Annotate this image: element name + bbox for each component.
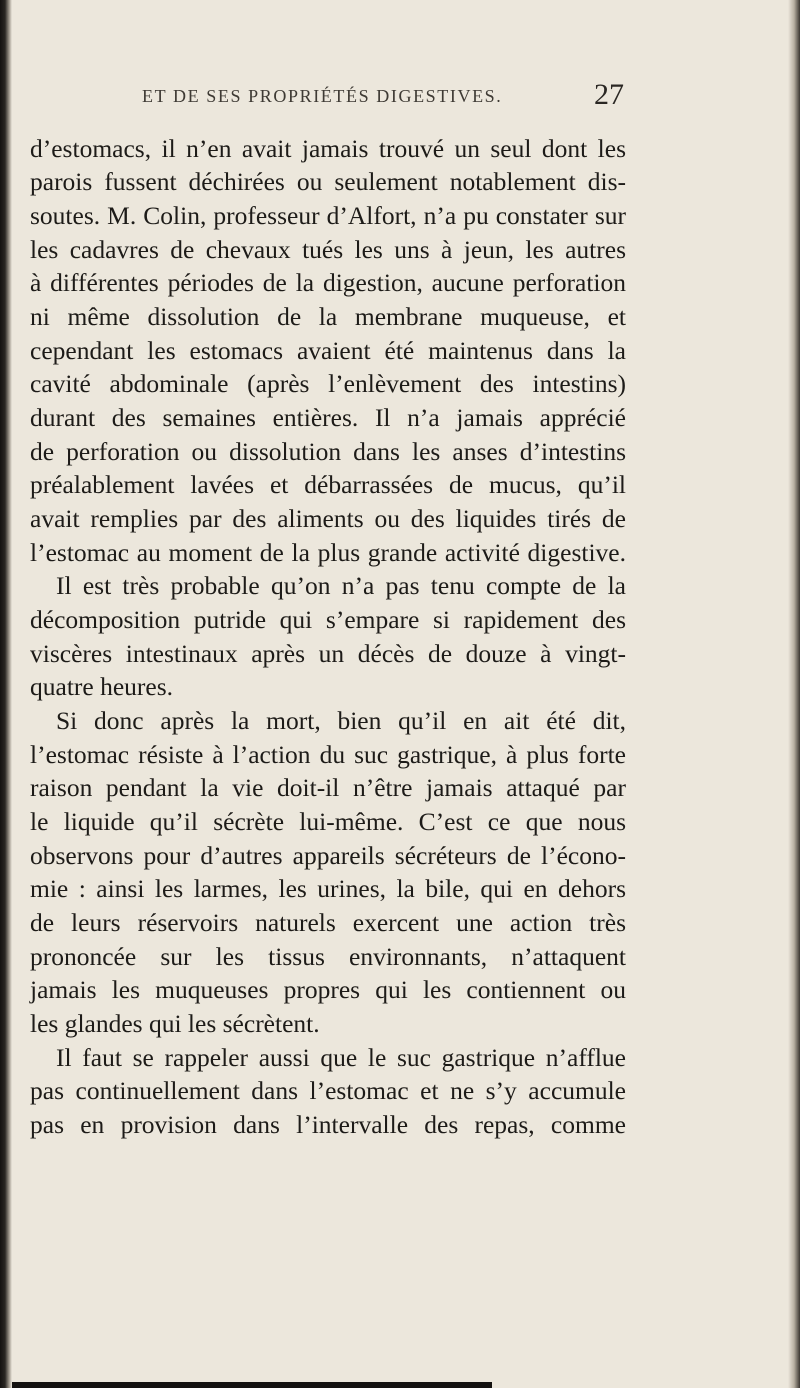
text-line: parois fussent déchirées ou seulement notablement dis- bbox=[30, 167, 626, 196]
text-line: observons pour d’autres appareils sécréteurs de l’écono- bbox=[30, 841, 626, 870]
text-line: prononcée sur les tissus environnants, n’attaquent bbox=[30, 942, 626, 971]
text-line: à différentes périodes de la digestion, aucune perforation bbox=[30, 268, 626, 297]
text-line: jamais les muqueuses propres qui les contiennent ou bbox=[30, 975, 626, 1004]
text-line: mie : ainsi les larmes, les urines, la bile, qui en dehors bbox=[30, 874, 626, 903]
text-line: l’estomac résiste à l’action du suc gastrique, à plus forte bbox=[30, 740, 626, 769]
text-line: Si donc après la mort, bien qu’il en ait été dit, bbox=[56, 706, 626, 735]
text-line: pas continuellement dans l’estomac et ne s’y accumule bbox=[30, 1076, 626, 1105]
text-line: ni même dissolution de la membrane muqueuse, et bbox=[30, 302, 626, 331]
text-line: le liquide qu’il sécrète lui-même. C’est ce que nous bbox=[30, 807, 626, 836]
text-line: de leurs réservoirs naturels exercent une action très bbox=[30, 908, 626, 937]
text-line: Il faut se rappeler aussi que le suc gastrique n’afflue bbox=[56, 1043, 626, 1072]
text-line: durant des semaines entières. Il n’a jamais apprécié bbox=[30, 403, 626, 432]
text-line: cependant les estomacs avaient été maintenus dans la bbox=[30, 336, 626, 365]
text-line: d’estomacs, il n’en avait jamais trouvé un seul dont les bbox=[30, 134, 626, 163]
text-line: soutes. M. Colin, professeur d’Alfort, n’a pu constater sur bbox=[30, 201, 626, 230]
text-line: avait remplies par des aliments ou des liquides tirés de bbox=[30, 504, 626, 533]
text-line: viscères intestinaux après un décès de douze à vingt- bbox=[30, 639, 626, 668]
text-line: Il est très probable qu’on n’a pas tenu compte de la bbox=[56, 571, 626, 600]
text-line: de perforation ou dissolution dans les anses d’intestins bbox=[30, 437, 626, 466]
text-line: pas en provision dans l’intervalle des repas, comme bbox=[30, 1110, 626, 1139]
text-line: quatre heures. bbox=[30, 672, 174, 701]
running-title: ET DE SES PROPRIÉTÉS DIGESTIVES. bbox=[142, 86, 503, 106]
text-line: les cadavres de chevaux tués les uns à jeun, les autres bbox=[30, 235, 626, 264]
text-line: les glandes qui les sécrètent. bbox=[30, 1009, 320, 1038]
text-line: l’estomac au moment de la plus grande activité digestive. bbox=[30, 538, 626, 567]
text-line: cavité abdominale (après l’enlèvement des intestins) bbox=[30, 369, 626, 398]
text-line: préalablement lavées et débarrassées de mucus, qu’il bbox=[30, 470, 626, 499]
text-line: raison pendant la vie doit-il n’être jamais attaqué par bbox=[30, 773, 626, 802]
page-number: 27 bbox=[594, 78, 624, 111]
text-line: décomposition putride qui s’empare si rapidement des bbox=[30, 605, 626, 634]
